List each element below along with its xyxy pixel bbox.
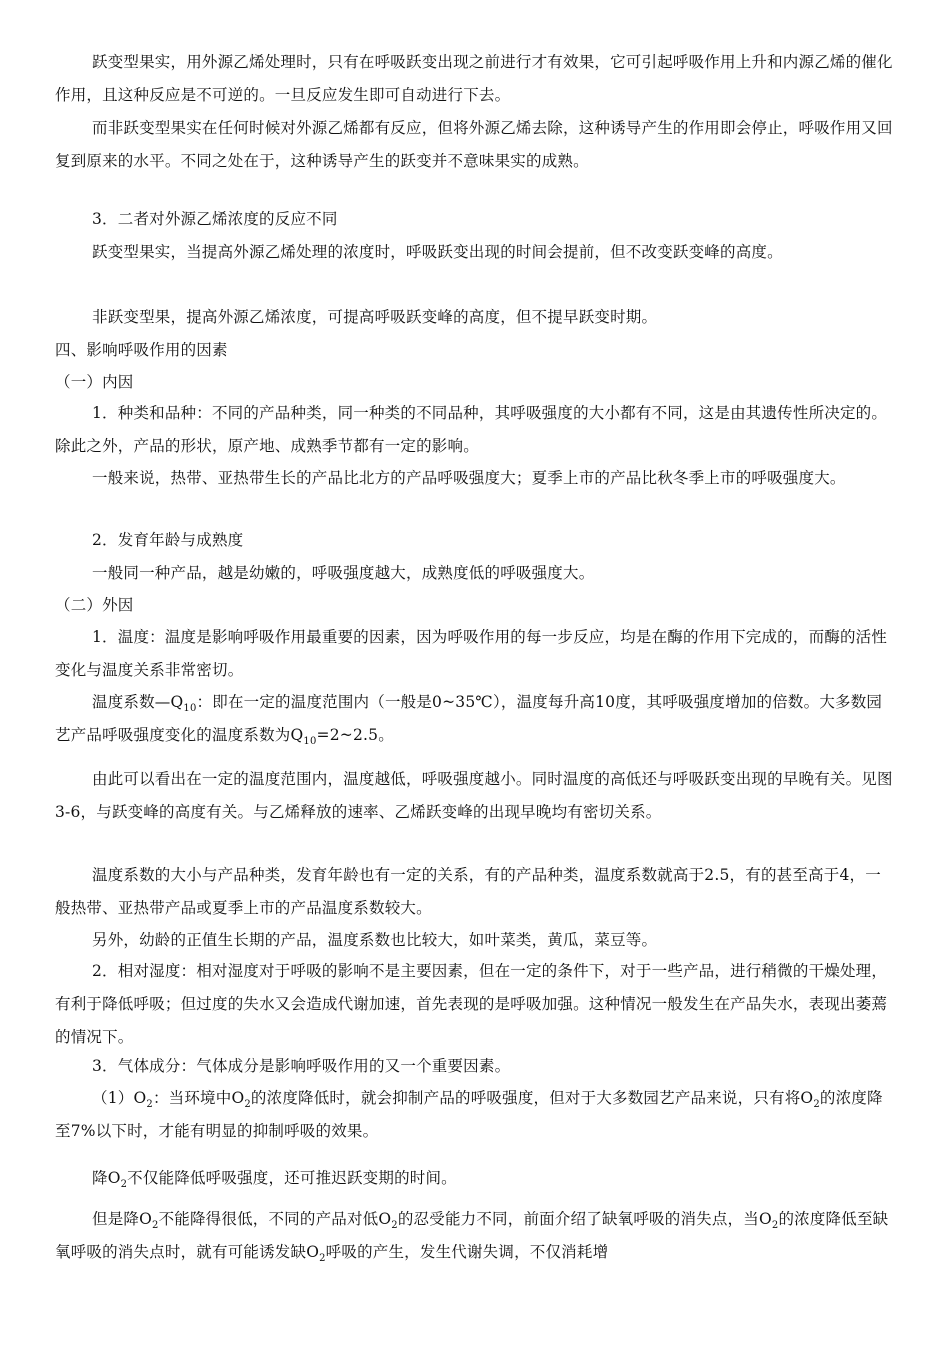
text-run: 另外，幼龄的正值生长期的产品，温度系数也比较大，如叶菜类，黄瓜，菜豆等。 [92,931,658,949]
subscript: 10 [303,736,317,747]
subsection-heading-internal [55,366,893,399]
paragraph [55,924,893,957]
text-run: 一般同一种产品，越是幼嫩的，呼吸强度越大，成熟度低的呼吸强度大。 [92,564,595,582]
paragraph [55,557,893,590]
paragraph [55,621,893,687]
text-run: （一）内因 [55,373,134,391]
subscript: 2 [152,1220,159,1231]
text-run: 的浓度降低时，就会抑制产品的呼吸强度，但对于大多数园艺产品来说，只有将O [250,1089,814,1107]
section-heading-4 [55,334,893,367]
subscript: 2 [120,1179,128,1190]
text-run: （二）外因 [55,596,134,614]
text-run: 3．二者对外源乙烯浓度的反应不同 [92,210,338,228]
paragraph [55,301,893,334]
section-item-3 [55,203,893,236]
section-item-2 [55,524,893,557]
text-run: 温度系数—Q [92,693,184,711]
text-run: 不能降得很低，不同的产品对低O [158,1210,392,1228]
paragraph [55,1050,893,1083]
text-run: 不仅能降低呼吸强度，还可推迟跃变期的时间。 [127,1169,457,1187]
text-run: 3．气体成分：气体成分是影响呼吸作用的又一个重要因素。 [92,1057,511,1075]
text-run: 由此可以看出在一定的温度范围内，温度越低，呼吸强度越小。同时温度的高低还与呼吸跃变出现的早晚有关。见图3-6，与跃变峰的高度有关。与乙烯释放的速率、乙烯跃变峰的出现早晚均有密切关系。 [55,770,893,821]
text-run: 的忍受能力不同，前面介绍了缺氧呼吸的消失点，当O [397,1210,772,1228]
paragraph [55,397,893,463]
paragraph [55,462,893,495]
text-run: 2．相对湿度：相对湿度对于呼吸的影响不是主要因素，但在一定的条件下，对于一些产品，进行稍微的干燥处理，有利于降低呼吸；但过度的失水又会造成代谢加速，首先表现的是呼吸加强。这种情况一般发生在产品失水，表现出萎蔫的情况下。 [55,962,888,1046]
text-run: 跃变型果实，当提高外源乙烯处理的浓度时，呼吸跃变出现的时间会提前，但不改变跃变峰的高度。 [92,243,783,261]
text-run: 呼吸的产生，发生代谢失调，不仅消耗增 [325,1243,609,1261]
text-run: 1．温度：温度是影响呼吸作用最重要的因素，因为呼吸作用的每一步反应，均是在酶的作用下完成的，而酶的活性变化与温度关系非常密切。 [55,628,888,679]
subscript: 2 [319,1253,326,1264]
text-run: 而非跃变型果实在任何时候对外源乙烯都有反应，但将外源乙烯去除，这种诱导产生的作用即会停止，呼吸作用又回复到原来的水平。不同之处在于，这种诱导产生的跃变并不意味果实的成熟。 [55,119,893,170]
text-run: 非跃变型果，提高外源乙烯浓度，可提高呼吸跃变峰的高度，但不提早跃变时期。 [92,308,658,326]
paragraph [55,46,893,112]
paragraph [55,955,893,1054]
text-run: ：当环境中O [152,1089,245,1107]
text-run: （1）O [92,1089,147,1107]
text-run: 降O [92,1169,121,1187]
paragraph-temperature-coefficient [55,686,893,752]
text-run: 2．发育年龄与成熟度 [92,531,244,549]
text-run: ：即在一定的温度范围内（一般是0~35℃），温度每升高10度，其呼吸强度增加的倍数。大多数园艺产品呼吸强度变化的温度系数为Q [55,693,883,744]
subscript: 10 [183,703,197,714]
text-run: 的浓度降低至缺氧呼吸的消失点时，就有可能诱发缺O [55,1210,889,1261]
text-run: 1．种类和品种：不同的产品种类，同一种类的不同品种，其呼吸强度的大小都有不同，这是由其遗传性所决定的。除此之外，产品的形状，原产地、成熟季节都有一定的影响。 [55,404,888,455]
subscript: 2 [391,1220,398,1231]
paragraph [55,1162,893,1195]
text-run: 跃变型果实，用外源乙烯处理时，只有在呼吸跃变出现之前进行才有效果，它可引起呼吸作用上升和内源乙烯的催化作用，且这种反应是不可逆的。一旦反应发生即可自动进行下去。 [55,53,893,104]
paragraph [55,859,893,925]
subscript: 2 [146,1099,153,1110]
text-run: =2~2.5。 [316,726,394,744]
paragraph [55,236,893,269]
text-run: 四、影响呼吸作用的因素 [55,341,228,359]
paragraph-oxygen [55,1082,893,1148]
subscript: 2 [244,1099,251,1110]
paragraph [55,763,893,829]
subsection-heading-external [55,589,893,622]
text-run: 但是降O [92,1210,153,1228]
subscript: 2 [813,1099,820,1110]
subscript: 2 [771,1220,779,1231]
text-run: 温度系数的大小与产品种类，发育年龄也有一定的关系，有的产品种类，温度系数就高于2.5，有的甚至高于4，一般热带、亚热带产品或夏季上市的产品温度系数较大。 [55,866,881,917]
paragraph [55,1203,893,1269]
paragraph [55,112,893,178]
text-run: 的浓度降至7%以下时，才能有明显的抑制呼吸的效果。 [55,1089,883,1140]
text-run: 一般来说，热带、亚热带生长的产品比北方的产品呼吸强度大；夏季上市的产品比秋冬季上市的呼吸强度大。 [92,469,846,487]
